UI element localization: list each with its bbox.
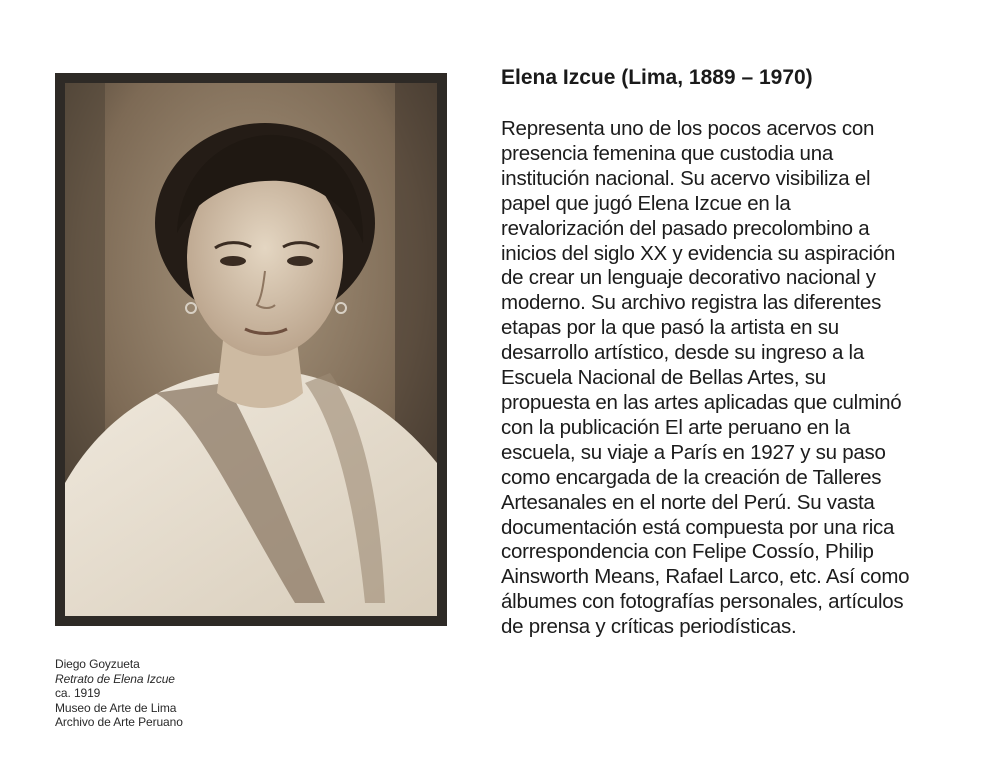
photo-caption <box>55 657 183 730</box>
body-line: papel que jugó Elena Izcue en la <box>501 191 791 215</box>
body-line: desarrollo artístico, desde su ingreso a la <box>501 341 865 365</box>
caption-author: Diego Goyzueta <box>55 657 140 671</box>
body-line: Representa uno de los pocos acervos con <box>501 117 875 140</box>
caption-date: ca. 1919 <box>55 686 101 701</box>
caption-archive: Archivo de Arte Peruano <box>55 715 183 730</box>
body-line: correspondencia con Felipe Cossío, Philip <box>501 540 874 564</box>
body-line: documentación está compuesta por una rica <box>501 515 895 539</box>
body-line: Ainsworth Means, Rafael Larco, etc. Así como <box>501 565 910 589</box>
body-line: álbumes con fotografías personales, artículos <box>501 590 904 614</box>
body-line: de crear un lenguaje decorativo nacional y <box>501 266 876 290</box>
body-line: propuesta en las artes aplicadas que culminó <box>501 390 902 414</box>
portrait-photograph <box>55 73 447 626</box>
body-line: etapas por la que pasó la artista en su <box>501 316 839 340</box>
caption-work-title: Retrato de Elena Izcue <box>55 671 175 686</box>
body-line: Artesanales en el norte del Perú. Su vasta <box>501 490 875 514</box>
caption-collection: Museo de Arte de Lima <box>55 700 177 715</box>
body-line: revalorización del pasado precolombino a <box>501 216 870 240</box>
body-line: inicios del siglo XX y evidencia su aspiración <box>501 241 896 265</box>
body-line: escuela, su viaje a París en 1927 y su paso <box>501 440 886 464</box>
body-line: con la publicación El arte peruano en la <box>501 415 850 439</box>
body-line: como encargada de la creación de Talleres <box>501 465 882 489</box>
body-line: de prensa y críticas periodísticas. <box>501 615 797 639</box>
body-line: Escuela Nacional de Bellas Artes, su <box>501 366 826 390</box>
body-line: institución nacional. Su acervo visibiliza el <box>501 166 871 190</box>
page-title: Elena Izcue (Lima, 1889 – 1970) <box>501 66 813 89</box>
body-paragraph <box>501 117 971 640</box>
portrait-image <box>65 83 437 616</box>
body-line: moderno. Su archivo registra las diferentes <box>501 291 882 315</box>
body-line: presencia femenina que custodia una <box>501 141 834 165</box>
